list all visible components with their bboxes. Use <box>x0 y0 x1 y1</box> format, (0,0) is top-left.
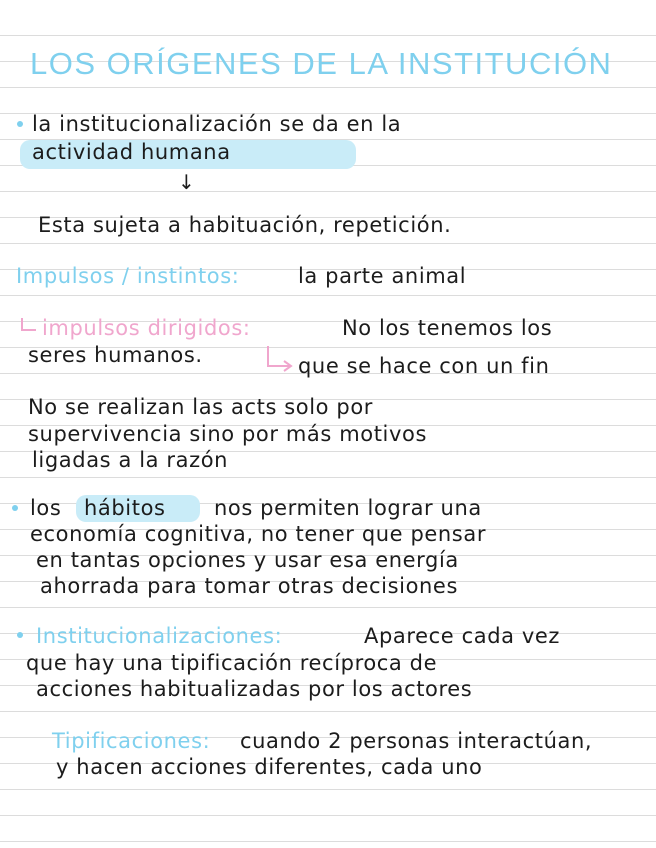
s4-pre: los <box>30 496 62 520</box>
s1-line2: actividad humana <box>32 140 231 164</box>
s3-text2: seres humanos. <box>28 343 203 367</box>
s1-line3: Esta sujeta a habituación, repetición. <box>38 213 452 237</box>
s3-p2: supervivencia sino por más motivos <box>28 422 428 446</box>
s1-line1: la institucionalización se da en la <box>32 112 402 136</box>
s4-highlight: hábitos <box>84 496 166 520</box>
s3-p1: No se realizan las acts solo por <box>28 395 374 419</box>
s3-branch: que se hace con un fin <box>298 354 550 378</box>
s6-line2: y hacen acciones diferentes, cada uno <box>56 755 483 779</box>
s5-label: Institucionalizaciones: <box>36 624 283 648</box>
arrow-down-icon: ↓ <box>178 170 195 194</box>
bullet-icon <box>17 632 23 638</box>
s2-label: Impulsos / instintos: <box>16 264 240 288</box>
s6-line1: cuando 2 personas interactúan, <box>240 729 593 753</box>
s3-label: impulsos dirigidos: <box>42 316 251 340</box>
page-title: LOS ORÍGENES DE LA INSTITUCIÓN <box>30 46 613 81</box>
s4-line4: ahorrada para tomar otras decisiones <box>40 574 458 598</box>
s4-line1: nos permiten lograr una <box>214 496 482 520</box>
bullet-icon <box>12 505 18 511</box>
s5-line1: Aparece cada vez <box>364 624 561 648</box>
s3-text1: No los tenemos los <box>342 316 553 340</box>
s5-line2: que hay una tipificación recíproca de <box>26 651 438 675</box>
s6-label: Tipificaciones: <box>52 729 211 753</box>
s5-line3: acciones habitualizadas por los actores <box>36 677 473 701</box>
s2-text: la parte animal <box>298 264 467 288</box>
s4-line2: economía cognitiva, no tener que pensar <box>30 522 487 546</box>
s3-p3: ligadas a la razón <box>32 448 229 472</box>
s4-line3: en tantas opciones y usar esa energía <box>36 548 459 572</box>
